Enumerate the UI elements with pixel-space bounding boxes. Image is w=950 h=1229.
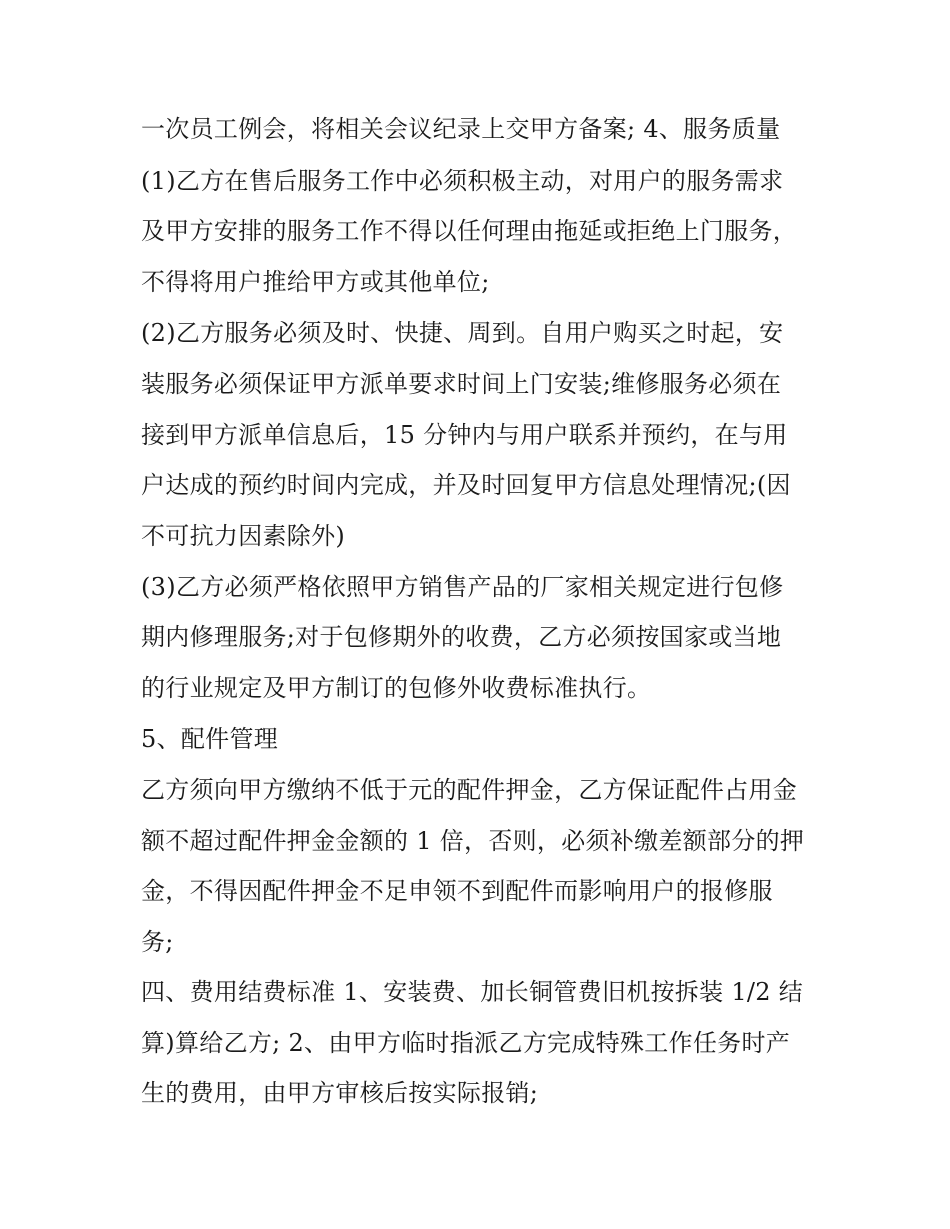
text-line: 生的费用，由甲方审核后按实际报销; xyxy=(141,1079,539,1107)
text-line: (3)乙方必须严格依照甲方销售产品的厂家相关规定进行包修 xyxy=(141,573,784,601)
text-line: 金，不得因配件押金不足申领不到配件而影响用户的报修服 xyxy=(141,877,773,905)
section-heading: 5、配件管理 xyxy=(141,725,279,753)
text-line: 算)算给乙方; 2、由甲方临时指派乙方完成特殊工作任务时产 xyxy=(141,1029,791,1057)
text-line: 的行业规定及甲方制订的包修外收费标准执行。 xyxy=(141,674,652,702)
text-line: 四、费用结费标准 1、安装费、加长铜管费旧机按拆装 1/2 结 xyxy=(141,978,804,1006)
text-line: 户达成的预约时间内完成，并及时回复甲方信息处理情况;(因 xyxy=(141,471,791,499)
text-line: 乙方须向甲方缴纳不低于元的配件押金，乙方保证配件占用金 xyxy=(141,776,798,804)
text-line: 接到甲方派单信息后，15 分钟内与用户联系并预约，在与用 xyxy=(141,421,788,449)
text-line: 务; xyxy=(141,928,174,956)
text-line: 一次员工例会，将相关会议纪录上交甲方备案; 4、服务质量 xyxy=(141,115,781,143)
text-line: 期内修理服务;对于包修期外的收费，乙方必须按国家或当地 xyxy=(141,623,782,651)
text-line: 额不超过配件押金金额的 1 倍，否则，必须补缴差额部分的押 xyxy=(141,827,805,855)
text-line: 不可抗力因素除外) xyxy=(141,522,346,550)
text-line: (2)乙方服务必须及时、快捷、周到。自用户购买之时起，安 xyxy=(141,319,784,347)
text-line: (1)乙方在售后服务工作中必须积极主动，对用户的服务需求 xyxy=(141,167,784,195)
text-line: 不得将用户推给甲方或其他单位; xyxy=(141,268,490,296)
text-line: 装服务必须保证甲方派单要求时间上门安装;维修服务必须在 xyxy=(141,370,782,398)
text-line: 及甲方安排的服务工作不得以任何理由拖延或拒绝上门服务， xyxy=(141,217,798,245)
